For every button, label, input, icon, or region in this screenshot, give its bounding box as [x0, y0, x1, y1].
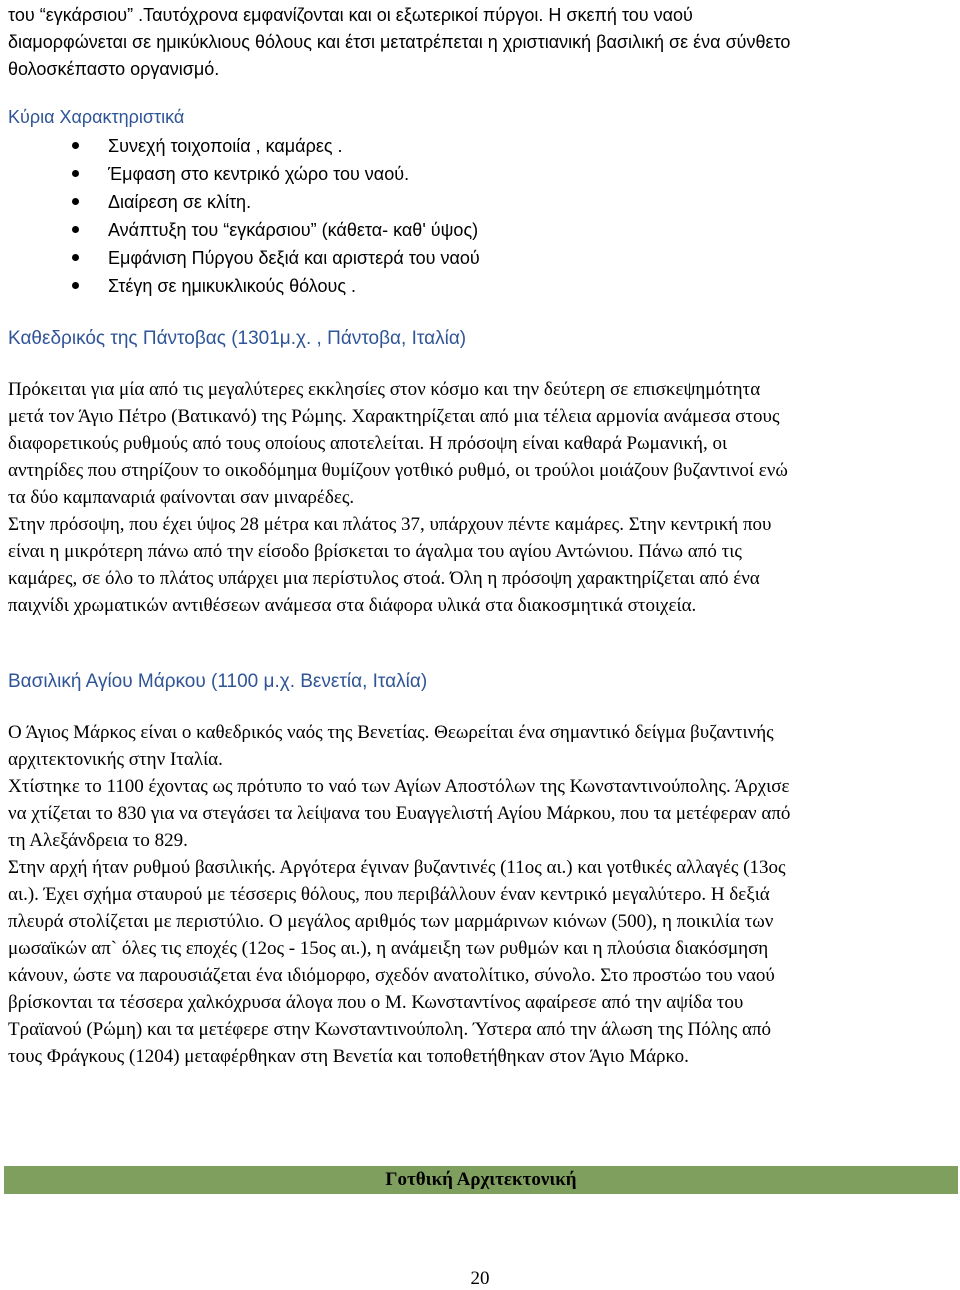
list-item: Ανάπτυξη του “εγκάρσιου” (κάθετα- καθ' ύψος) [60, 216, 480, 244]
san-marco-paragraph [8, 719, 952, 1070]
page-number: 20 [470, 1268, 490, 1289]
text-line: Στην αρχή ήταν ρυθμού βασιλικής. Αργότερα έγιναν βυζαντινές (11ος αι.) και γοτθικές αλλαγές (13ος [8, 857, 786, 878]
bullet-icon [72, 170, 79, 177]
text-line: Χτίστηκε το 1100 έχοντας ως πρότυπο το ναό των Αγίων Αποστόλων της Κωνσταντινούπολης. Άρχισε [8, 776, 790, 797]
list-item: Έμφαση στο κεντρικό χώρο του ναού. [60, 160, 480, 188]
padova-paragraph [8, 376, 952, 619]
bullet-icon [72, 226, 79, 233]
text-line: αρχιτεκτονικής στην Ιταλία. [8, 749, 223, 770]
section-title-bar: Γοτθική Αρχιτεκτονική [4, 1166, 958, 1194]
list-item: Συνεχή τοιχοποιία , καμάρες . [60, 132, 480, 160]
text-line: Πρόκειται για μία από τις μεγαλύτερες εκκλησίες στον κόσμο και την δεύτερη σε επισκεψημότητα [8, 379, 761, 400]
text-line: τους Φράγκους (1204) μεταφέρθηκαν στη Βενετία και τοποθετήθηκαν στον Άγιο Μάρκο. [8, 1046, 689, 1067]
text-line: αντηρίδες που στηρίζουν το οικοδόμημα θυμίζουν γοτθικό ρυθμό, οι τρούλοι μοιάζουν βυζαντινοί ενώ [8, 460, 788, 481]
text-line: Ο Άγιος Μάρκος είναι ο καθεδρικός ναός της Βενετίας. Θεωρείται ένα σημαντικό δείγμα βυζαντινής [8, 722, 774, 743]
san-marco-heading: Βασιλική Αγίου Μάρκου (1100 μ.χ. Βενετία, Ιταλία) [8, 671, 428, 692]
bullet-icon [72, 142, 79, 149]
padova-heading: Καθεδρικός της Πάντοβας (1301μ.χ. , Πάντοβα, Ιταλία) [8, 328, 467, 349]
bullet-icon [72, 282, 79, 289]
text-line: είναι η μικρότερη πάνω από την είσοδο βρίσκεται το άγαλμα του αγίου Αντώνιου. Πάνω από τις [8, 541, 742, 562]
text-line: του “εγκάρσιου” .Ταυτόχρονα εμφανίζονται και οι εξωτερικοί πύργοι. Η σκεπή του ναού [8, 5, 693, 25]
text-line: μωσαϊκών απ` όλες τις εποχές (12ος - 15ος αι.), η ανάμειξη των ρυθμών και η πλούσια διακόσμηση [8, 938, 769, 959]
text-line: καμάρες, σε όλο το πλάτος υπάρχει μια περίστυλος στοά. Όλη η πρόσοψη χαρακτηρίζεται από ένα [8, 568, 760, 589]
text-line: πλευρά στολίζεται με περιστύλιο. Ο μεγάλος αριθμός των μαρμάρινων κιόνων (500), η ποικιλία των [8, 911, 774, 932]
bullet-icon [72, 198, 79, 205]
features-list [60, 132, 480, 300]
text-line: διαφορετικούς ρυθμούς από τους οποίους αποτελείται. Η πρόσοψη είναι καθαρά Ρωμανική, οι [8, 433, 728, 454]
text-line: Στην πρόσοψη, που έχει ύψος 28 μέτρα και πλάτος 37, υπάρχουν πέντε καμάρες. Στην κεντρική που [8, 514, 772, 535]
text-line: να χτίζεται το 830 για να στεγάσει τα λείψανα του Ευαγγελιστή Αγίου Μάρκου, που τα μετέφεραν από [8, 803, 791, 824]
text-line: Τραϊανού (Ρώμη) και τα μετέφερε στην Κωνσταντινούπολη. Ύστερα από την άλωση της Πόλης από [8, 1019, 772, 1040]
text-line: τη Αλεξάνδρεια το 829. [8, 830, 188, 851]
text-line: τα δύο καμπαναριά φαίνονται σαν μιναρέδες. [8, 487, 355, 508]
bullet-icon [72, 254, 79, 261]
text-line: διαμορφώνεται σε ημικύκλιους θόλους και έτσι μετατρέπεται η χριστιανική βασιλική σε ένα σύνθετο [8, 32, 791, 52]
intro-paragraph [8, 2, 952, 83]
list-item: Διαίρεση σε κλίτη. [60, 188, 480, 216]
text-line: βρίσκονται τα τέσσερα χαλκόχρυσα άλογα που ο Μ. Κωνσταντίνος αφαίρεσε από την αψίδα του [8, 992, 744, 1013]
text-line: θολοσκέπαστο οργανισμό. [8, 59, 220, 79]
text-line: παιχνίδι χρωματικών αντιθέσεων ανάμεσα στα διάφορα υλικά στα διακοσμητικά στοιχεία. [8, 595, 697, 616]
text-line: μετά τον Άγιο Πέτρο (Βατικανό) της Ρώμης. Χαρακτηρίζεται από μια τέλεια αρμονία ανάμεσα στους [8, 406, 780, 427]
features-heading: Κύρια Χαρακτηριστικά [8, 107, 185, 127]
list-item: Στέγη σε ημικυκλικούς θόλους . [60, 272, 480, 300]
text-line: κάνουν, ώστε να παρουσιάζεται ένα ιδιόμορφο, σχεδόν ανατολίτικο, σύνολο. Στο προστώο του ναού [8, 965, 775, 986]
list-item: Εμφάνιση Πύργου δεξιά και αριστερά του ναού [60, 244, 480, 272]
text-line: αι.). Έχει σχήμα σταυρού με τέσσερις θόλους, που περιβάλλουν έναν κεντρικό μεγαλύτερο. Η δεξιά [8, 884, 770, 905]
